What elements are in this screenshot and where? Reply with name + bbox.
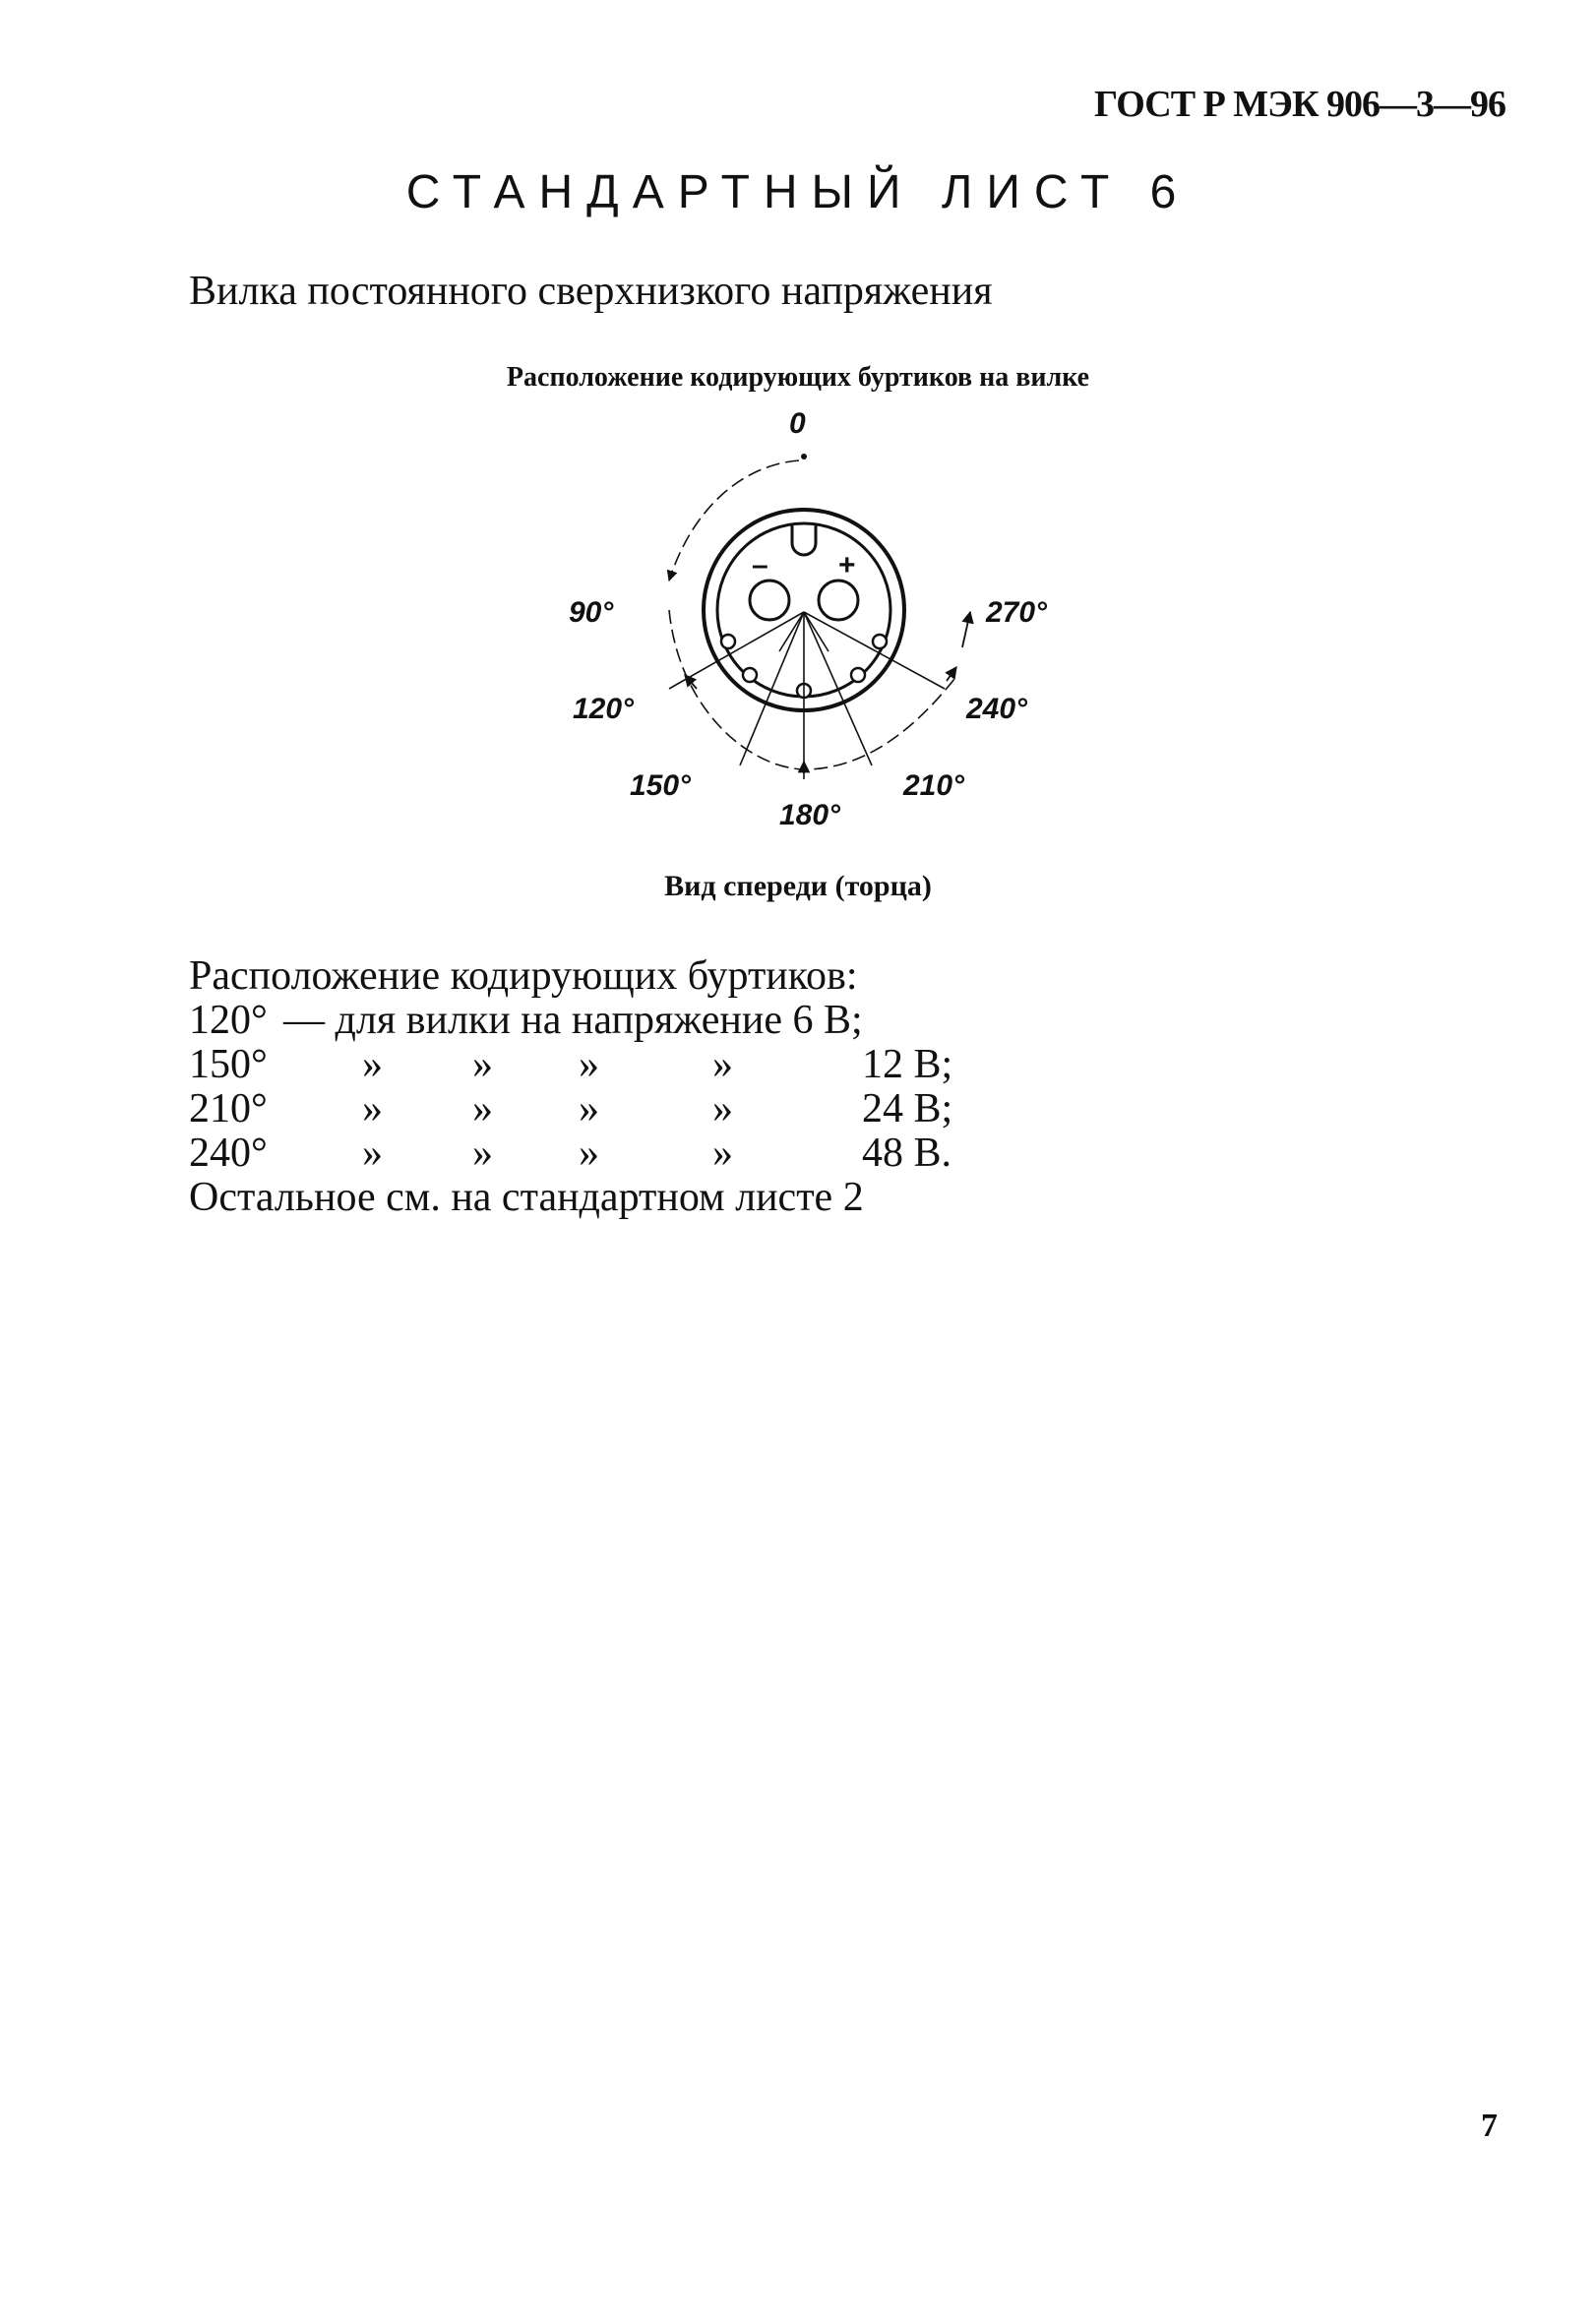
plug-front-view-diagram [522, 394, 1073, 866]
rib-150 [743, 668, 757, 682]
list-item [189, 1042, 953, 1087]
zero-reference-dot [801, 454, 807, 459]
ditto-mark: » [362, 1086, 383, 1131]
list-footer: Остальное см. на стандартном листе 2 [189, 1175, 864, 1220]
page-number: 7 [1481, 2108, 1498, 2144]
ditto-mark: » [579, 1086, 599, 1131]
sheet-title: СТАНДАРТНЫЙ ЛИСТ 6 [405, 166, 1191, 218]
ditto-mark: » [472, 1042, 493, 1087]
document-code: ГОСТ Р МЭК 906—3—96 [1094, 84, 1505, 125]
arrow-240 [947, 667, 956, 681]
ditto-mark: » [579, 1131, 599, 1176]
label-270: 270° [986, 596, 1048, 629]
label-240: 240° [966, 693, 1028, 725]
list-heading: Расположение кодирующих буртиков: [189, 953, 858, 999]
pin-plus [819, 581, 858, 620]
figure-caption-bottom: Вид спереди (торца) [664, 870, 932, 902]
list-voltage: 12 В; [862, 1042, 953, 1087]
list-angle: 240° [189, 1131, 268, 1176]
sheet-subtitle: Вилка постоянного сверхнизкого напряжения [189, 269, 993, 314]
label-0: 0 [789, 407, 806, 440]
rib-240 [873, 635, 887, 648]
label-90: 90° [569, 596, 614, 629]
coding-rib-list [189, 953, 953, 1220]
list-item [189, 999, 864, 1043]
label-120: 120° [573, 693, 635, 725]
list-voltage: 24 В; [862, 1086, 953, 1131]
ditto-mark: » [362, 1131, 383, 1176]
plus-sign: + [838, 549, 856, 581]
arc-0-90 [669, 460, 799, 581]
list-voltage: 48 В. [862, 1131, 952, 1176]
pin-minus [750, 581, 789, 620]
key-notch [792, 525, 816, 555]
rib-210 [851, 668, 865, 682]
plug-diagram-svg [522, 394, 1073, 866]
ditto-mark: » [712, 1131, 733, 1176]
ditto-mark: » [472, 1131, 493, 1176]
list-item [189, 1086, 953, 1131]
ditto-mark: » [712, 1042, 733, 1087]
label-150: 150° [630, 769, 692, 802]
label-180: 180° [779, 799, 841, 831]
list-angle: 150° [189, 1042, 268, 1087]
list-angle: 210° [189, 1086, 268, 1131]
arrow-270 [962, 612, 970, 647]
list-angle: 120° [189, 998, 268, 1043]
rib-120 [721, 635, 735, 648]
ditto-mark: » [362, 1042, 383, 1087]
figure-caption-top: Расположение кодирующих буртиков на вилке [506, 362, 1090, 393]
ditto-mark: » [712, 1086, 733, 1131]
ditto-mark: » [472, 1086, 493, 1131]
list-item [189, 1131, 952, 1176]
list-text: — для вилки на напряжение 6 В; [283, 998, 863, 1043]
minus-sign: – [752, 549, 768, 581]
ditto-mark: » [579, 1042, 599, 1087]
label-210: 210° [903, 769, 965, 802]
